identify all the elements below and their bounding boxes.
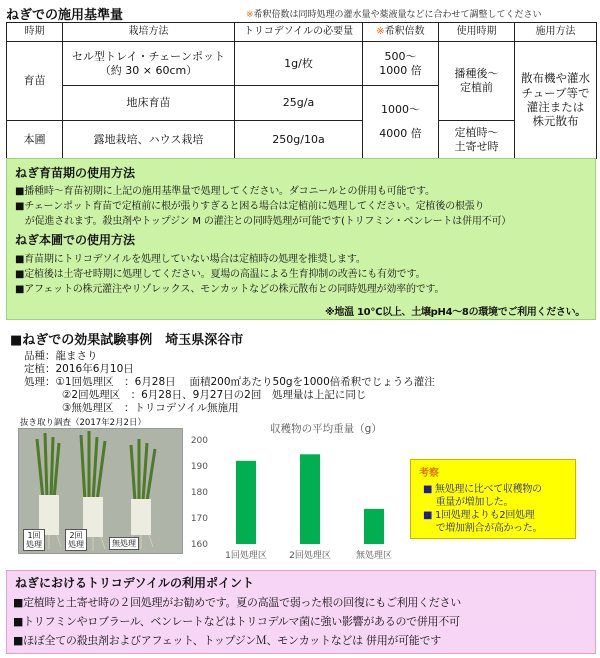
usage-point-line: ■トリフミンやロブラール、ベンレートなどはトリコデルマ菌に強い影響があるので併用不可	[13, 615, 460, 628]
col-header-application: 施用方法	[515, 23, 597, 42]
y-tick-label: 160	[190, 540, 208, 550]
x-tick-label: 無処理区	[355, 551, 393, 561]
note-mark: ※	[246, 10, 254, 20]
field-usage-line: ■アフェットの株元灌注やリゾレックス、モンカットなどの株元散布との同時処理が効率的です。	[15, 284, 445, 295]
chart-bar	[300, 454, 320, 544]
col-header-amount: トリコデソイルの必要量	[235, 23, 363, 42]
dilution-note	[246, 7, 542, 20]
observation-line: で増加割合が高かった。	[423, 523, 543, 534]
amount-cell-tray: 1g/枚	[235, 42, 363, 86]
seedling-usage-line: ■チェーンポット育苗で定植前に根が張りすぎると困る場合は定植前に処理してください。定植後の根張り	[15, 201, 485, 212]
field-usage-line: ■育苗期にトリコデソイルを処理していない場合は定植時の処理を推奨します。	[15, 254, 366, 265]
chart-bar	[236, 461, 256, 544]
period-seedling: 育苗	[7, 42, 63, 121]
photo-label-untreated: 無処理	[109, 537, 139, 550]
period-main-field: 本圃	[7, 121, 63, 159]
col-header-method: 栽培方法	[63, 23, 235, 42]
section-title: ねぎでの施用基準量	[6, 8, 124, 23]
observation-box	[410, 459, 576, 539]
trial-planting-date: 定植：2016年6月10日	[24, 363, 134, 375]
dilution-cell-tray: 500～ 1000 倍	[363, 42, 439, 86]
leek-sample-photo	[18, 428, 183, 554]
x-tick-label: 1回処理区	[225, 551, 267, 561]
observation-line: 重量が増加した。	[423, 497, 514, 508]
amount-cell-bed: 25g/a	[235, 86, 363, 121]
trial-treatment-2: ②2回処理区 ：6月28日、9月27日の2回 処理量は上記に同じ	[62, 389, 367, 401]
y-tick-label: 180	[190, 488, 208, 498]
usage-point-line: ■定植時と土寄せ時の２回処理がお勧めです。夏の高温で弱った根の回復にもご利用ください	[13, 596, 461, 609]
seedling-usage-line: ■播種時～育苗初期に上記の施用基準量で処理してください。ダコニールとの併用も可能です。	[15, 186, 435, 197]
seedling-usage-line: が促進されます。殺虫剤やトップジン M の灌注との同時処理が可能です(トリフミン・ベンレートは併用不可）	[15, 216, 512, 227]
note-text: 希釈倍数は同時処理の灌水量や薬液量などに合わせて調整してください	[253, 10, 542, 20]
header-mark: ※	[376, 25, 385, 37]
trial-treatment-1: 処理：①1回処理区 ：6月28日 面積200㎡あたり50gを1000倍希釈でじょうろ灌注	[24, 376, 435, 388]
method-cell-bed: 地床育苗	[63, 86, 235, 121]
usage-point-line: ■ほぼ全ての殺虫剤およびアフェット、トップジンＭ、モンカットなどは 併用が可能です	[13, 634, 441, 647]
usage-points-title: ねぎにおけるトリコデソイルの利用ポイント	[15, 576, 255, 590]
y-tick-label: 190	[190, 462, 208, 472]
y-tick-label: 200	[190, 436, 208, 446]
observation-line: ■ 1回処理よりも2回処理	[423, 510, 535, 521]
trial-title: ■ねぎでの効果試験事例 埼玉県深谷市	[10, 333, 244, 348]
method-cell-field: 露地栽培、ハウス栽培	[63, 121, 235, 159]
soil-condition-note: ※地温 10℃以上、土壌pH4～8の環境でご利用ください。	[325, 307, 585, 318]
chart-y-axis	[191, 436, 208, 550]
col-header-period: 時期	[7, 23, 63, 42]
photo-label-once: 1回 処理	[23, 529, 45, 551]
field-usage-heading: ねぎ本圃での使用方法	[15, 233, 136, 247]
method-cell-tray: セル型トレイ・チェーンポット （約 30 × 60cm）	[63, 42, 235, 86]
chart-bar	[364, 509, 384, 544]
trial-treatment-3: ③無処理区 ：トリコデソイル無施用	[62, 402, 239, 414]
seedling-usage-heading: ねぎ育苗期の使用方法	[15, 166, 136, 180]
col-header-dilution: ※希釈倍数	[363, 23, 439, 42]
photo-label-twice: 2回 処理	[65, 529, 87, 551]
observation-title: 考察	[419, 468, 439, 479]
usage-points-box	[6, 570, 596, 654]
dilution-cell-bed-field: 1000～ 4000 倍	[363, 86, 439, 159]
application-method: 散布機や灌水 チューブ等で 灌注または 株元散布	[515, 42, 597, 159]
usage-method-box	[6, 158, 596, 320]
chart-x-labels	[225, 549, 392, 561]
col-header-timing: 使用時期	[439, 23, 515, 42]
timing-seedling: 播種後～ 定植前	[439, 42, 515, 121]
field-usage-line: ■定植後は土寄せ時期に処理してください。夏場の高温による生育抑制の改善にも有効です。	[15, 269, 426, 280]
x-tick-label: 2回処理区	[289, 551, 331, 561]
amount-cell-field: 250g/10a	[235, 121, 363, 159]
trial-variety: 品種：龍まさり	[24, 350, 98, 362]
application-standard-table	[6, 22, 597, 159]
chart-bars	[236, 454, 384, 544]
timing-main-field: 定植時～ 土寄せ時	[439, 121, 515, 159]
chart-title: 収穫物の平均重量（g）	[270, 423, 382, 435]
y-tick-label: 170	[190, 514, 208, 524]
observation-line: ■ 無処理に比べて収穫物の	[423, 484, 542, 495]
photo-caption: 抜き取り調査（2017年2月2日）	[20, 418, 146, 428]
average-weight-chart	[176, 418, 412, 566]
